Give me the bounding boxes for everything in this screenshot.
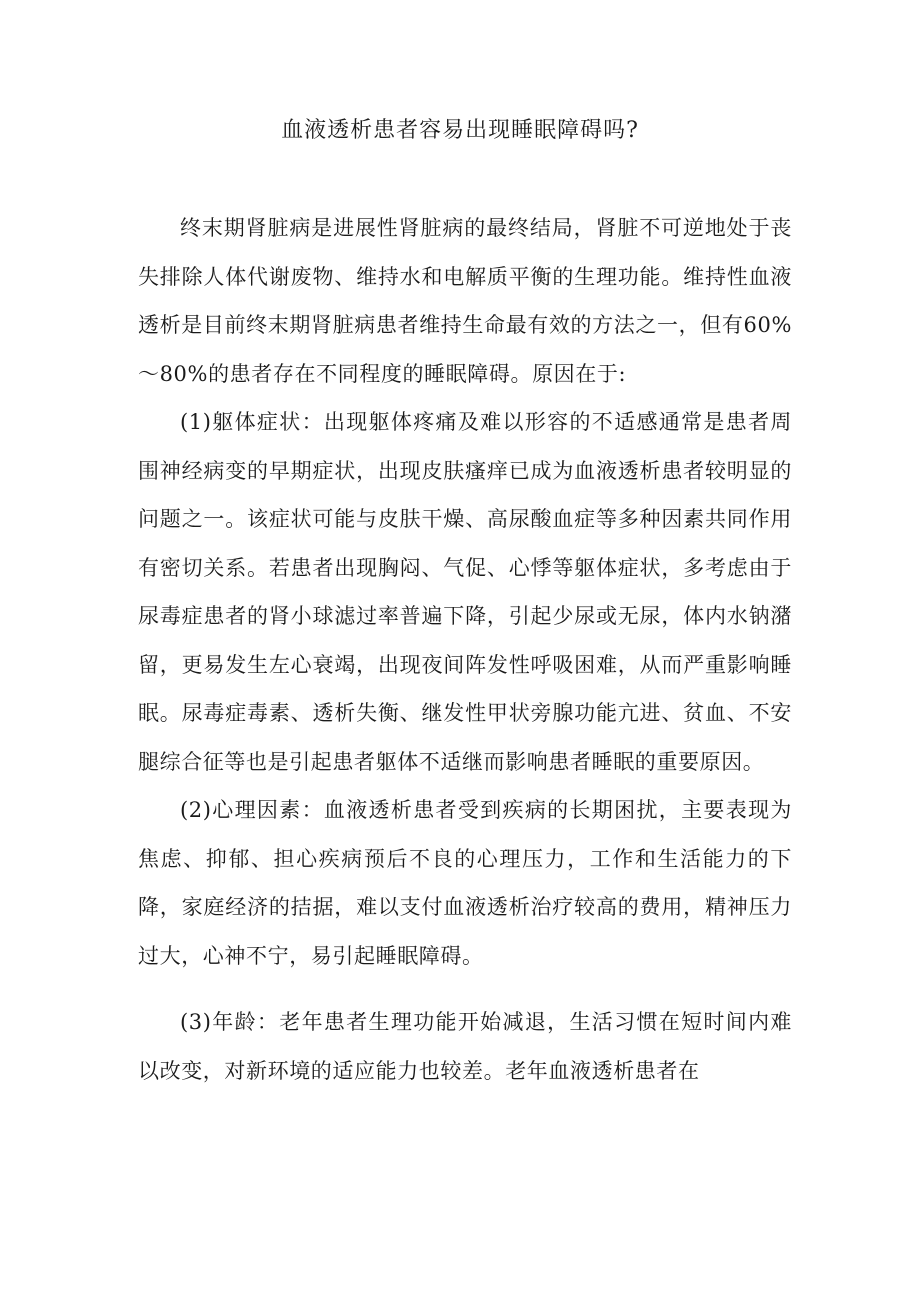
document-title: 血液透析患者容易出现睡眠障碍吗? (281, 118, 639, 143)
paragraph-intro: 终末期肾脏病是进展性肾脏病的最终结局，肾脏不可逆地处于丧失排除人体代谢废物、维持水和电解质平衡的生理功能。维持性血液透析是目前终末期肾脏病患者维持生命最有效的方法之一，但有60%～80%的患者存在不同程度的睡眠障碍。原因在于: (138, 216, 792, 386)
paragraph-age: (3)年龄：老年患者生理功能开始减退，生活习惯在短时间内难以改变，对新环境的适应能力也较差。老年血液透析患者在 (138, 1010, 792, 1083)
paragraph-psychological-factors: (2)心理因素：血液透析患者受到疾病的长期困扰，主要表现为焦虑、抑郁、担心疾病预后不良的心理压力，工作和生活能力的下降，家庭经济的拮据，难以支付血液透析治疗较高的费用，精神压力过大，心神不宁，易引起睡眠障碍。 (138, 798, 792, 968)
document-body (138, 204, 792, 1095)
paragraph-physical-symptoms: (1)躯体症状：出现躯体疼痛及难以形容的不适感通常是患者周围神经病变的早期症状，出现皮肤瘙痒已成为血液透析患者较明显的问题之一。该症状可能与皮肤干燥、高尿酸血症等多种因素共同作用有密切关系。若患者出现胸闷、气促、心悸等躯体症状，多考虑由于尿毒症患者的肾小球滤过率普遍下降，引起少尿或无尿，体内水钠潴留，更易发生左心衰竭，出现夜间阵发性呼吸困难，从而严重影响睡眠。尿毒症毒素、透析失衡、继发性甲状旁腺功能亢进、贫血、不安腿综合征等也是引起患者躯体不适继而影响患者睡眠的重要原因。 (138, 410, 792, 774)
